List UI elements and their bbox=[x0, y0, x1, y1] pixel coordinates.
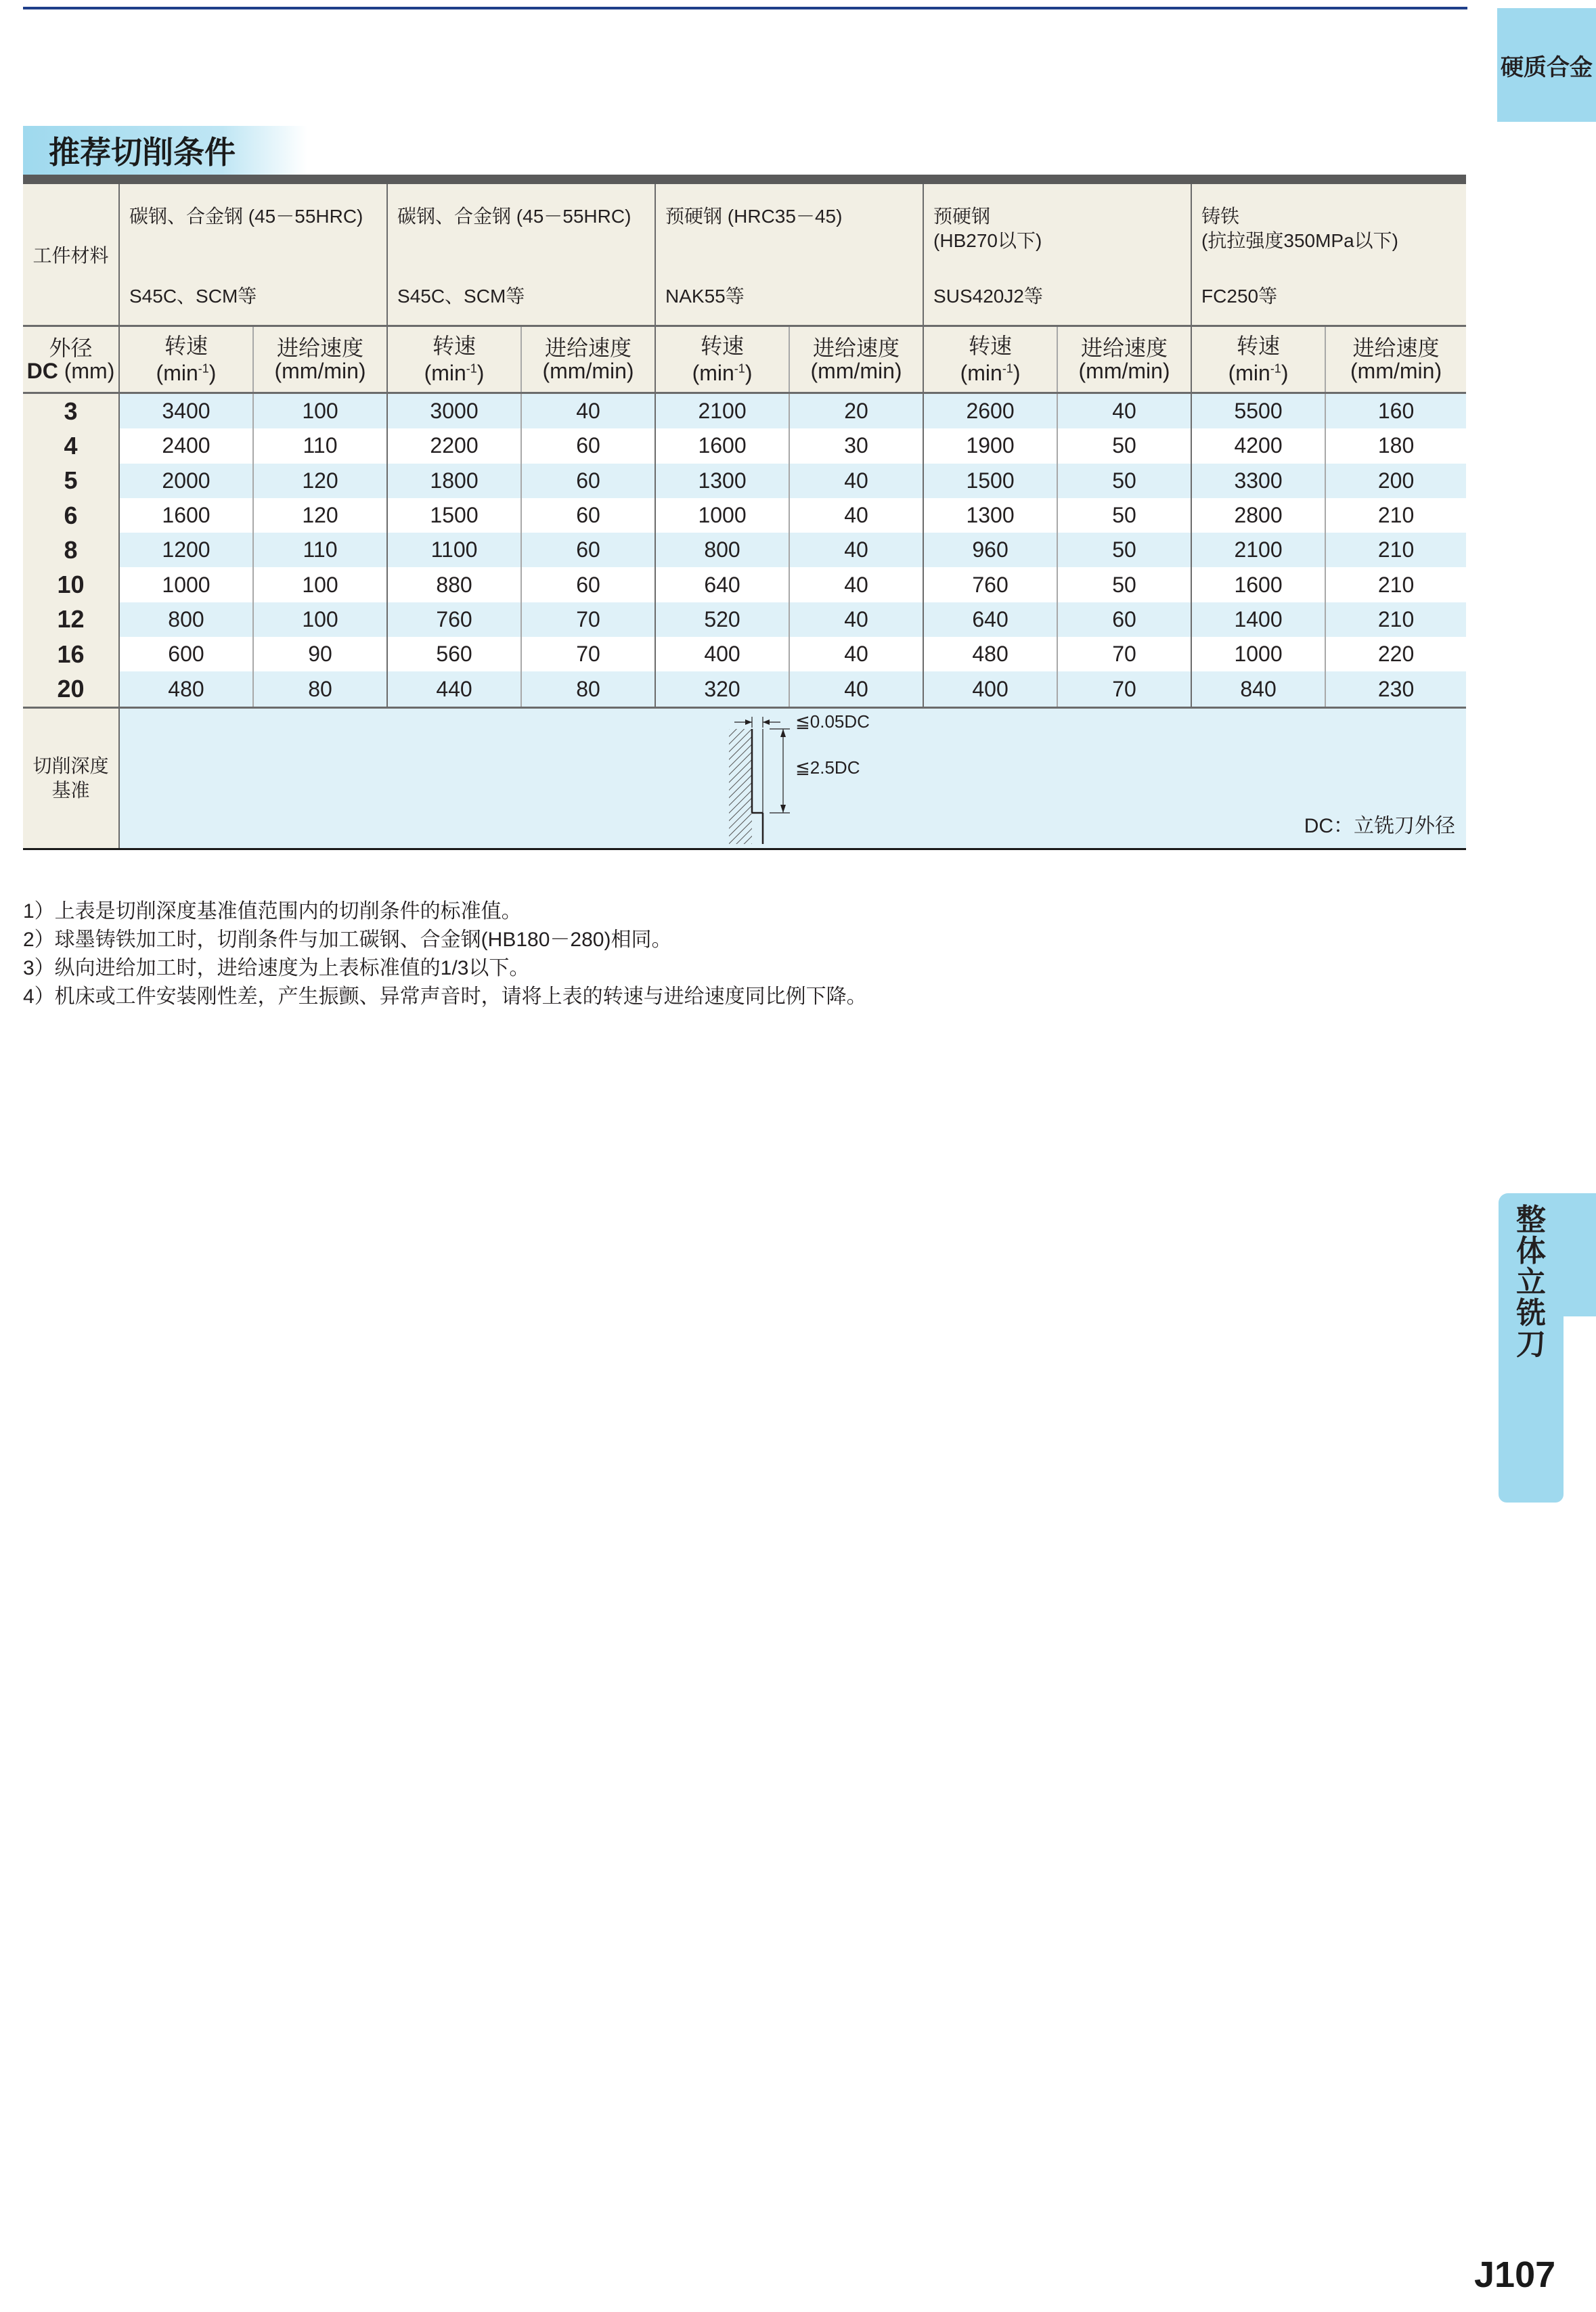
speed-cell: 840 bbox=[1191, 671, 1325, 707]
dc-cell: 10 bbox=[23, 567, 119, 602]
speed-cell: 640 bbox=[923, 602, 1057, 637]
feed-header-label: 进给速度 bbox=[545, 336, 632, 360]
depth-of-cut-diagram-cell bbox=[119, 707, 1466, 849]
feed-header bbox=[253, 326, 387, 393]
feed-cell: 40 bbox=[789, 464, 923, 498]
speed-cell: 760 bbox=[387, 602, 521, 637]
feed-cell: 200 bbox=[1325, 464, 1466, 498]
feed-unit: (mm/min) bbox=[810, 359, 902, 383]
speed-unit: $(\min^{-1})$ bbox=[156, 361, 217, 386]
speed-cell: 1500 bbox=[387, 498, 521, 533]
data-body bbox=[23, 393, 1466, 708]
feed-header bbox=[1057, 326, 1191, 393]
table-row bbox=[23, 464, 1466, 498]
dc-cell: 5 bbox=[23, 464, 119, 498]
feed-cell: 60 bbox=[521, 464, 655, 498]
speed-cell: 1600 bbox=[655, 428, 789, 463]
table-row bbox=[23, 602, 1466, 637]
feed-header-label: 进给速度 bbox=[1081, 336, 1168, 360]
feed-cell: 50 bbox=[1057, 567, 1191, 602]
dc-cell: 16 bbox=[23, 637, 119, 671]
speed-cell: 1400 bbox=[1191, 602, 1325, 637]
speed-cell: 1600 bbox=[119, 498, 253, 533]
feed-cell: 210 bbox=[1325, 567, 1466, 602]
feed-cell: 20 bbox=[789, 393, 923, 429]
feed-unit: (mm/min) bbox=[274, 359, 366, 383]
feed-cell: 100 bbox=[253, 567, 387, 602]
speed-cell: 3000 bbox=[387, 393, 521, 429]
table-top-bar bbox=[23, 175, 1466, 184]
table-row bbox=[23, 671, 1466, 707]
note: 3）纵向进给加工时，进给速度为上表标准值的1/3以下。 bbox=[23, 957, 530, 979]
speed-cell: 800 bbox=[655, 533, 789, 567]
dc-cell: 20 bbox=[23, 671, 119, 707]
radial-depth-label: ≦0.05DC bbox=[795, 711, 870, 732]
speed-unit: $(\min^{-1})$ bbox=[424, 361, 485, 386]
speed-header bbox=[119, 326, 253, 393]
speed-cell: 1100 bbox=[387, 533, 521, 567]
feed-cell: 120 bbox=[253, 498, 387, 533]
speed-cell: 880 bbox=[387, 567, 521, 602]
column-header-row bbox=[23, 326, 1466, 393]
feed-cell: 80 bbox=[253, 671, 387, 707]
feed-cell: 40 bbox=[789, 671, 923, 707]
feed-header-label: 进给速度 bbox=[1352, 336, 1440, 360]
feed-cell: 230 bbox=[1325, 671, 1466, 707]
speed-cell: 2000 bbox=[119, 464, 253, 498]
speed-cell: 5500 bbox=[1191, 393, 1325, 429]
dc-footnote: DC：立铣刀外径 bbox=[1304, 814, 1456, 837]
note: 1）上表是切削深度基准值范围内的切削条件的标准值。 bbox=[23, 900, 522, 922]
material-row-header: 工件材料 bbox=[23, 184, 119, 326]
table-row bbox=[23, 567, 1466, 602]
feed-cell: 60 bbox=[521, 498, 655, 533]
table-row bbox=[23, 533, 1466, 567]
speed-header-label: 转速 bbox=[433, 333, 476, 358]
speed-cell: 1000 bbox=[1191, 637, 1325, 671]
speed-cell: 2600 bbox=[923, 393, 1057, 429]
dc-cell: 12 bbox=[23, 602, 119, 637]
material-col-4: 预硬钢 (HB270以下) SUS420J2等 bbox=[923, 184, 1191, 326]
feed-cell: 100 bbox=[253, 602, 387, 637]
speed-cell: 960 bbox=[923, 533, 1057, 567]
feed-unit: (mm/min) bbox=[1350, 359, 1442, 383]
speed-cell: 2100 bbox=[655, 393, 789, 429]
feed-cell: 50 bbox=[1057, 498, 1191, 533]
table-row bbox=[23, 393, 1466, 429]
speed-unit: $(\min^{-1})$ bbox=[692, 361, 753, 386]
feed-cell: 40 bbox=[789, 602, 923, 637]
material-col-3: 预硬钢 (HRC35－45) NAK55等 bbox=[655, 184, 923, 326]
workpiece-hatch bbox=[729, 729, 752, 844]
speed-cell: 600 bbox=[119, 637, 253, 671]
feed-cell: 70 bbox=[1057, 671, 1191, 707]
speed-unit: $(\min^{-1})$ bbox=[1228, 361, 1289, 386]
feed-cell: 60 bbox=[521, 533, 655, 567]
speed-cell: 1000 bbox=[119, 567, 253, 602]
feed-header bbox=[521, 326, 655, 393]
feed-cell: 50 bbox=[1057, 428, 1191, 463]
section-title: 推荐切削条件 bbox=[23, 126, 307, 175]
dc-cell: 8 bbox=[23, 533, 119, 567]
material-col-2: 碳钢、合金钢 (45－55HRC) S45C、SCM等 bbox=[387, 184, 655, 326]
speed-cell: 760 bbox=[923, 567, 1057, 602]
feed-cell: 210 bbox=[1325, 498, 1466, 533]
feed-header bbox=[1325, 326, 1466, 393]
speed-cell: 3300 bbox=[1191, 464, 1325, 498]
feed-cell: 40 bbox=[521, 393, 655, 429]
speed-cell: 1500 bbox=[923, 464, 1057, 498]
dc-cell: 4 bbox=[23, 428, 119, 463]
speed-cell: 520 bbox=[655, 602, 789, 637]
side-tab-endmill-label: 整 体 立 铣 刀 bbox=[1516, 1203, 1546, 1361]
notes bbox=[23, 897, 867, 1011]
feed-cell: 70 bbox=[1057, 637, 1191, 671]
speed-cell: 640 bbox=[655, 567, 789, 602]
feed-cell: 110 bbox=[253, 533, 387, 567]
speed-cell: 1000 bbox=[655, 498, 789, 533]
speed-cell: 400 bbox=[923, 671, 1057, 707]
feed-cell: 60 bbox=[521, 428, 655, 463]
feed-unit: (mm/min) bbox=[1078, 359, 1170, 383]
speed-cell: 4200 bbox=[1191, 428, 1325, 463]
feed-cell: 70 bbox=[521, 637, 655, 671]
speed-header bbox=[923, 326, 1057, 393]
speed-cell: 800 bbox=[119, 602, 253, 637]
feed-cell: 160 bbox=[1325, 393, 1466, 429]
speed-cell: 3400 bbox=[119, 393, 253, 429]
speed-header bbox=[655, 326, 789, 393]
table-row bbox=[23, 428, 1466, 463]
speed-cell: 320 bbox=[655, 671, 789, 707]
speed-cell: 1300 bbox=[923, 498, 1057, 533]
speed-cell: 2800 bbox=[1191, 498, 1325, 533]
feed-cell: 220 bbox=[1325, 637, 1466, 671]
feed-cell: 70 bbox=[521, 602, 655, 637]
speed-cell: 1600 bbox=[1191, 567, 1325, 602]
note: 4）机床或工件安装刚性差，产生振颤、异常声音时，请将上表的转速与进给速度同比例下降。 bbox=[23, 985, 867, 1008]
feed-unit: (mm/min) bbox=[542, 359, 634, 383]
depth-of-cut-row bbox=[23, 707, 1466, 849]
page-number: J107 bbox=[1474, 2254, 1556, 2295]
feed-cell: 180 bbox=[1325, 428, 1466, 463]
speed-cell: 1900 bbox=[923, 428, 1057, 463]
speed-cell: 560 bbox=[387, 637, 521, 671]
feed-cell: 60 bbox=[1057, 602, 1191, 637]
dc-cell: 6 bbox=[23, 498, 119, 533]
speed-cell: 2200 bbox=[387, 428, 521, 463]
feed-cell: 40 bbox=[789, 567, 923, 602]
feed-cell: 90 bbox=[253, 637, 387, 671]
dc-header: 外径 DC (mm) bbox=[23, 326, 119, 393]
table-row bbox=[23, 498, 1466, 533]
feed-cell: 100 bbox=[253, 393, 387, 429]
speed-cell: 1300 bbox=[655, 464, 789, 498]
speed-cell: 400 bbox=[655, 637, 789, 671]
material-col-5: 铸铁 (抗拉强度350MPa以下) FC250等 bbox=[1191, 184, 1466, 326]
feed-cell: 40 bbox=[789, 637, 923, 671]
feed-cell: 40 bbox=[789, 533, 923, 567]
feed-cell: 40 bbox=[1057, 393, 1191, 429]
table-row bbox=[23, 637, 1466, 671]
depth-of-cut-diagram bbox=[715, 711, 918, 847]
speed-cell: 480 bbox=[119, 671, 253, 707]
speed-cell: 2400 bbox=[119, 428, 253, 463]
material-row bbox=[23, 184, 1466, 326]
feed-cell: 120 bbox=[253, 464, 387, 498]
speed-header bbox=[1191, 326, 1325, 393]
speed-cell: 440 bbox=[387, 671, 521, 707]
depth-of-cut-label: 切削深度 基准 bbox=[23, 707, 119, 849]
axial-depth-label: ≦2.5DC bbox=[795, 757, 860, 778]
speed-header-label: 转速 bbox=[164, 333, 208, 358]
feed-header-label: 进给速度 bbox=[813, 336, 900, 360]
feed-cell: 30 bbox=[789, 428, 923, 463]
side-tab-carbide[interactable] bbox=[1497, 8, 1596, 122]
feed-cell: 50 bbox=[1057, 464, 1191, 498]
speed-header-label: 转速 bbox=[701, 333, 745, 358]
speed-unit: $(\min^{-1})$ bbox=[960, 361, 1021, 386]
speed-header-label: 转速 bbox=[969, 333, 1013, 358]
feed-header-label: 进给速度 bbox=[277, 336, 364, 360]
material-col-1: 碳钢、合金钢 (45－55HRC) S45C、SCM等 bbox=[119, 184, 387, 326]
feed-cell: 110 bbox=[253, 428, 387, 463]
feed-cell: 210 bbox=[1325, 602, 1466, 637]
feed-header bbox=[789, 326, 923, 393]
side-tab-carbide-label: 硬质合金 bbox=[1501, 54, 1593, 81]
speed-header-label: 转速 bbox=[1237, 333, 1281, 358]
feed-cell: 50 bbox=[1057, 533, 1191, 567]
top-rule bbox=[23, 7, 1467, 9]
speed-header bbox=[387, 326, 521, 393]
speed-cell: 1800 bbox=[387, 464, 521, 498]
note: 2）球墨铸铁加工时，切削条件与加工碳钢、合金钢(HB180－280)相同。 bbox=[23, 929, 672, 951]
speed-cell: 480 bbox=[923, 637, 1057, 671]
feed-cell: 80 bbox=[521, 671, 655, 707]
cutting-conditions-table bbox=[23, 175, 1466, 850]
feed-cell: 210 bbox=[1325, 533, 1466, 567]
feed-cell: 60 bbox=[521, 567, 655, 602]
feed-cell: 40 bbox=[789, 498, 923, 533]
speed-cell: 2100 bbox=[1191, 533, 1325, 567]
speed-cell: 1200 bbox=[119, 533, 253, 567]
dc-cell: 3 bbox=[23, 393, 119, 429]
